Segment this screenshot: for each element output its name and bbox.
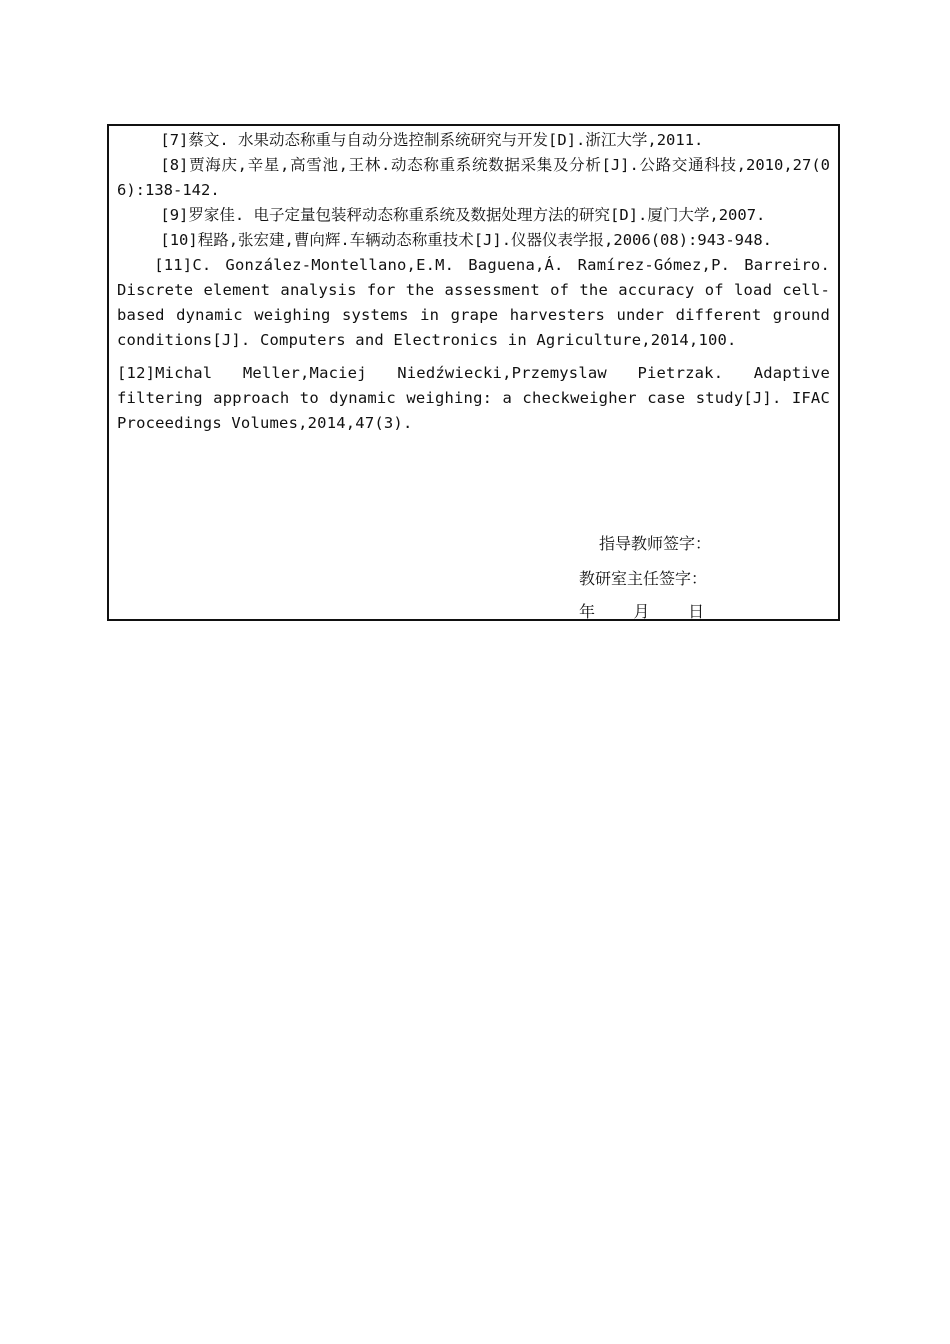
reference-item-7: [7]蔡文. 水果动态称重与自动分选控制系统研究与开发[D].浙江大学,2011. [160, 131, 704, 149]
reference-item-8: [8]贾海庆,辛星,高雪池,王林.动态称重系统数据采集及分析[J].公路交通科技,2010,27(06):138-142. [117, 156, 830, 199]
reference-box [107, 124, 840, 621]
director-signature-label: 教研室主任签字： [579, 569, 708, 588]
reference-item-12: [12]Michal Meller,Maciej Niedźwiecki,Przemyslaw Pietrzak. Adaptive filtering approach to dynamic weighing: a checkweigher case study[J]. IFAC Proceedings Volumes,2014,47(3). [117, 364, 830, 432]
advisor-signature-label: 指导教师签字： [599, 534, 712, 553]
reference-list [117, 128, 830, 436]
reference-item-10: [10]程路,张宏建,曹向辉.车辆动态称重技术[J].仪器仪表学报,2006(08):943-948. [160, 231, 773, 249]
signature-date-label: 年 月 日 [579, 602, 705, 621]
reference-item-11: [11]C. González-Montellano,E.M. Baguena,Á. Ramírez-Gómez,P. Barreiro. Discrete element analysis for the assessment of the accuracy of load cell-based dynamic weighing systems in grape harvesters under different ground conditions[J]. Computers and Electronics in Agriculture,2014,100. [117, 256, 830, 349]
reference-item-9: [9]罗家佳. 电子定量包装秤动态称重系统及数据处理方法的研究[D].厦门大学,2007. [160, 206, 766, 224]
